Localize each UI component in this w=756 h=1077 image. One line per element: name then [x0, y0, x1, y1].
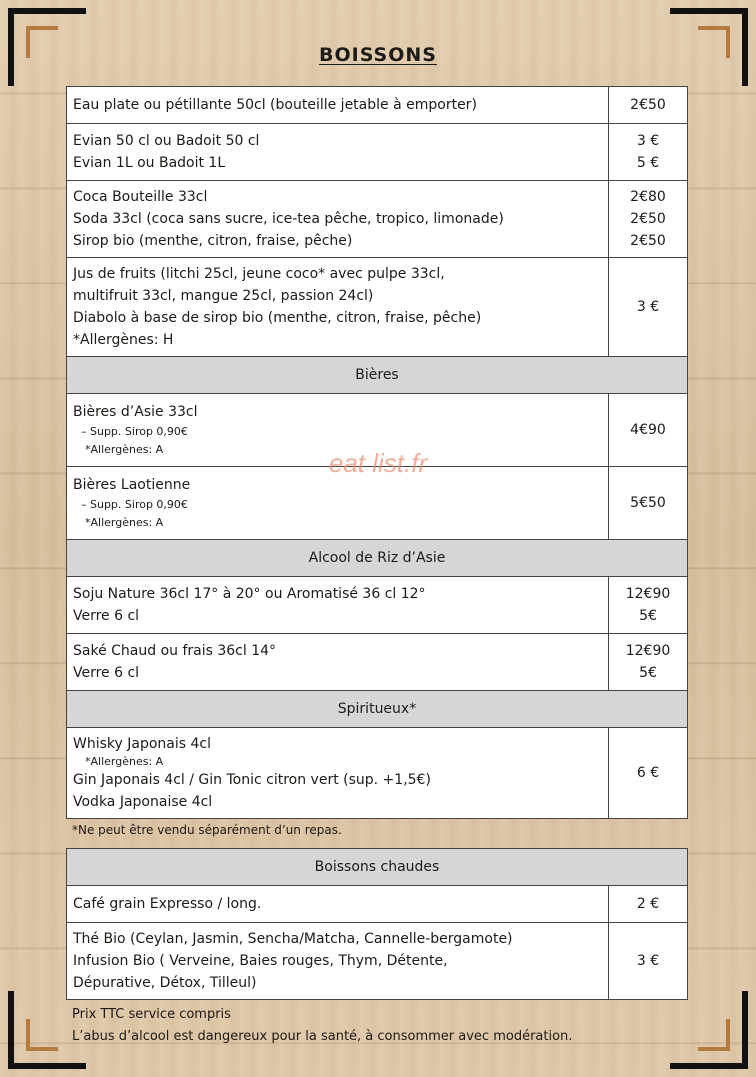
table-row	[67, 634, 688, 691]
item-price: 3 €	[636, 953, 660, 969]
price-cell	[609, 124, 688, 181]
table-row	[67, 181, 688, 258]
item-price: 4€90	[630, 422, 666, 438]
section-header-chaudes	[67, 849, 688, 886]
table-row	[67, 886, 688, 923]
table-row	[67, 467, 688, 540]
item-price: 2€80	[630, 189, 666, 205]
table-row	[67, 258, 688, 357]
item-price: 5€	[639, 608, 657, 624]
item-name: Verre 6 cl	[73, 608, 140, 624]
price-cell	[609, 258, 688, 357]
price-cell	[609, 886, 688, 923]
price-cell	[609, 87, 688, 124]
item-name: Whisky Japonais 4cl	[73, 736, 211, 752]
corner-ornament-bottom-right	[670, 991, 748, 1069]
item-name: Evian 50 cl ou Badoit 50 cl	[73, 133, 260, 149]
table-row	[67, 394, 688, 467]
item-price: 12€90	[625, 586, 671, 602]
item-price: 5€	[639, 665, 657, 681]
item-cell	[67, 577, 609, 634]
item-name: Jus de fruits (litchi 25cl, jeune coco* avec pulpe 33cl,	[73, 266, 445, 282]
section-header-alcool	[67, 540, 688, 577]
item-name: Dépurative, Détox, Tilleul)	[73, 975, 257, 991]
hot-drinks-table	[66, 848, 688, 1000]
item-name: Coca Bouteille 33cl	[73, 189, 208, 205]
item-cell	[67, 634, 609, 691]
footer	[72, 1004, 572, 1048]
supplement-note: – Supp. Sirop 0,90€	[81, 425, 188, 438]
item-cell	[67, 728, 609, 819]
item-name: Thé Bio (Ceylan, Jasmin, Sencha/Matcha, Cannelle-bergamote)	[73, 931, 513, 947]
allergen-note: *Allergènes: H	[73, 332, 174, 348]
footer-tax-note: Prix TTC service compris	[72, 1007, 231, 1022]
item-name: Diabolo à base de sirop bio (menthe, citron, fraise, pêche)	[73, 310, 482, 326]
item-cell	[67, 467, 609, 540]
allergen-note: *Allergènes: A	[85, 755, 164, 768]
item-price: 2€50	[630, 211, 666, 227]
allergen-note: *Allergènes: A	[85, 443, 164, 456]
item-cell	[67, 181, 609, 258]
item-cell	[67, 87, 609, 124]
item-name: Infusion Bio ( Verveine, Baies rouges, Thym, Détente,	[73, 953, 448, 969]
item-price: 3 €	[636, 133, 660, 149]
item-name: Evian 1L ou Badoit 1L	[73, 155, 226, 171]
item-name: Eau plate ou pétillante 50cl (bouteille jetable à emporter)	[73, 97, 477, 113]
item-price: 3 €	[636, 299, 660, 315]
table-row	[67, 87, 688, 124]
item-price: 2€50	[630, 233, 666, 249]
item-cell	[67, 258, 609, 357]
price-cell	[609, 577, 688, 634]
watermark: eat list.fr	[328, 448, 428, 478]
section-header-bieres	[67, 357, 688, 394]
item-name: Soda 33cl (coca sans sucre, ice-tea pêche, tropico, limonade)	[73, 211, 504, 227]
item-price: 5 €	[636, 155, 660, 171]
item-name: Bières Laotienne	[73, 477, 191, 493]
item-name: Saké Chaud ou frais 36cl 14°	[73, 643, 277, 659]
footnote: *Ne peut être vendu séparément d’un repas.	[72, 823, 342, 837]
item-name: Sirop bio (menthe, citron, fraise, pêche)	[73, 233, 353, 249]
allergen-note: *Allergènes: A	[85, 516, 164, 529]
item-name: Gin Japonais 4cl / Gin Tonic citron vert (sup. +1,5€)	[73, 772, 431, 788]
price-cell	[609, 728, 688, 819]
item-price: 2 €	[636, 896, 660, 912]
drinks-table	[66, 86, 688, 819]
supplement-note: – Supp. Sirop 0,90€	[81, 498, 188, 511]
footer-alcohol-warning: L’abus d’alcool est dangereux pour la santé, à consommer avec modération.	[72, 1029, 573, 1044]
item-name: multifruit 33cl, mangue 25cl, passion 24cl)	[73, 288, 374, 304]
table-row	[67, 728, 688, 819]
price-cell	[609, 634, 688, 691]
item-price: 5€50	[630, 495, 666, 511]
item-name: Café grain Expresso / long.	[73, 896, 262, 912]
table-row	[67, 577, 688, 634]
item-name: Soju Nature 36cl 17° à 20° ou Aromatisé 36 cl 12°	[73, 586, 426, 602]
item-cell	[67, 886, 609, 923]
item-name: Bières d’Asie 33cl	[73, 404, 198, 420]
item-price: 12€90	[625, 643, 671, 659]
item-cell	[67, 394, 609, 467]
item-cell	[67, 923, 609, 1000]
item-name: Verre 6 cl	[73, 665, 140, 681]
price-cell	[609, 923, 688, 1000]
table-row	[67, 124, 688, 181]
page-title: BOISSONS	[319, 44, 437, 66]
item-cell	[67, 124, 609, 181]
price-cell	[609, 467, 688, 540]
item-price: 6 €	[636, 765, 660, 781]
item-name: Vodka Japonaise 4cl	[73, 794, 213, 810]
price-cell	[609, 181, 688, 258]
table-row	[67, 923, 688, 1000]
section-title: Alcool de Riz d’Asie	[67, 540, 688, 577]
section-header-spiritueux	[67, 691, 688, 728]
item-price: 2€50	[630, 97, 666, 113]
section-title: Spiritueux*	[67, 691, 688, 728]
price-cell	[609, 394, 688, 467]
section-title: Boissons chaudes	[67, 849, 688, 886]
section-title: Bières	[67, 357, 688, 394]
